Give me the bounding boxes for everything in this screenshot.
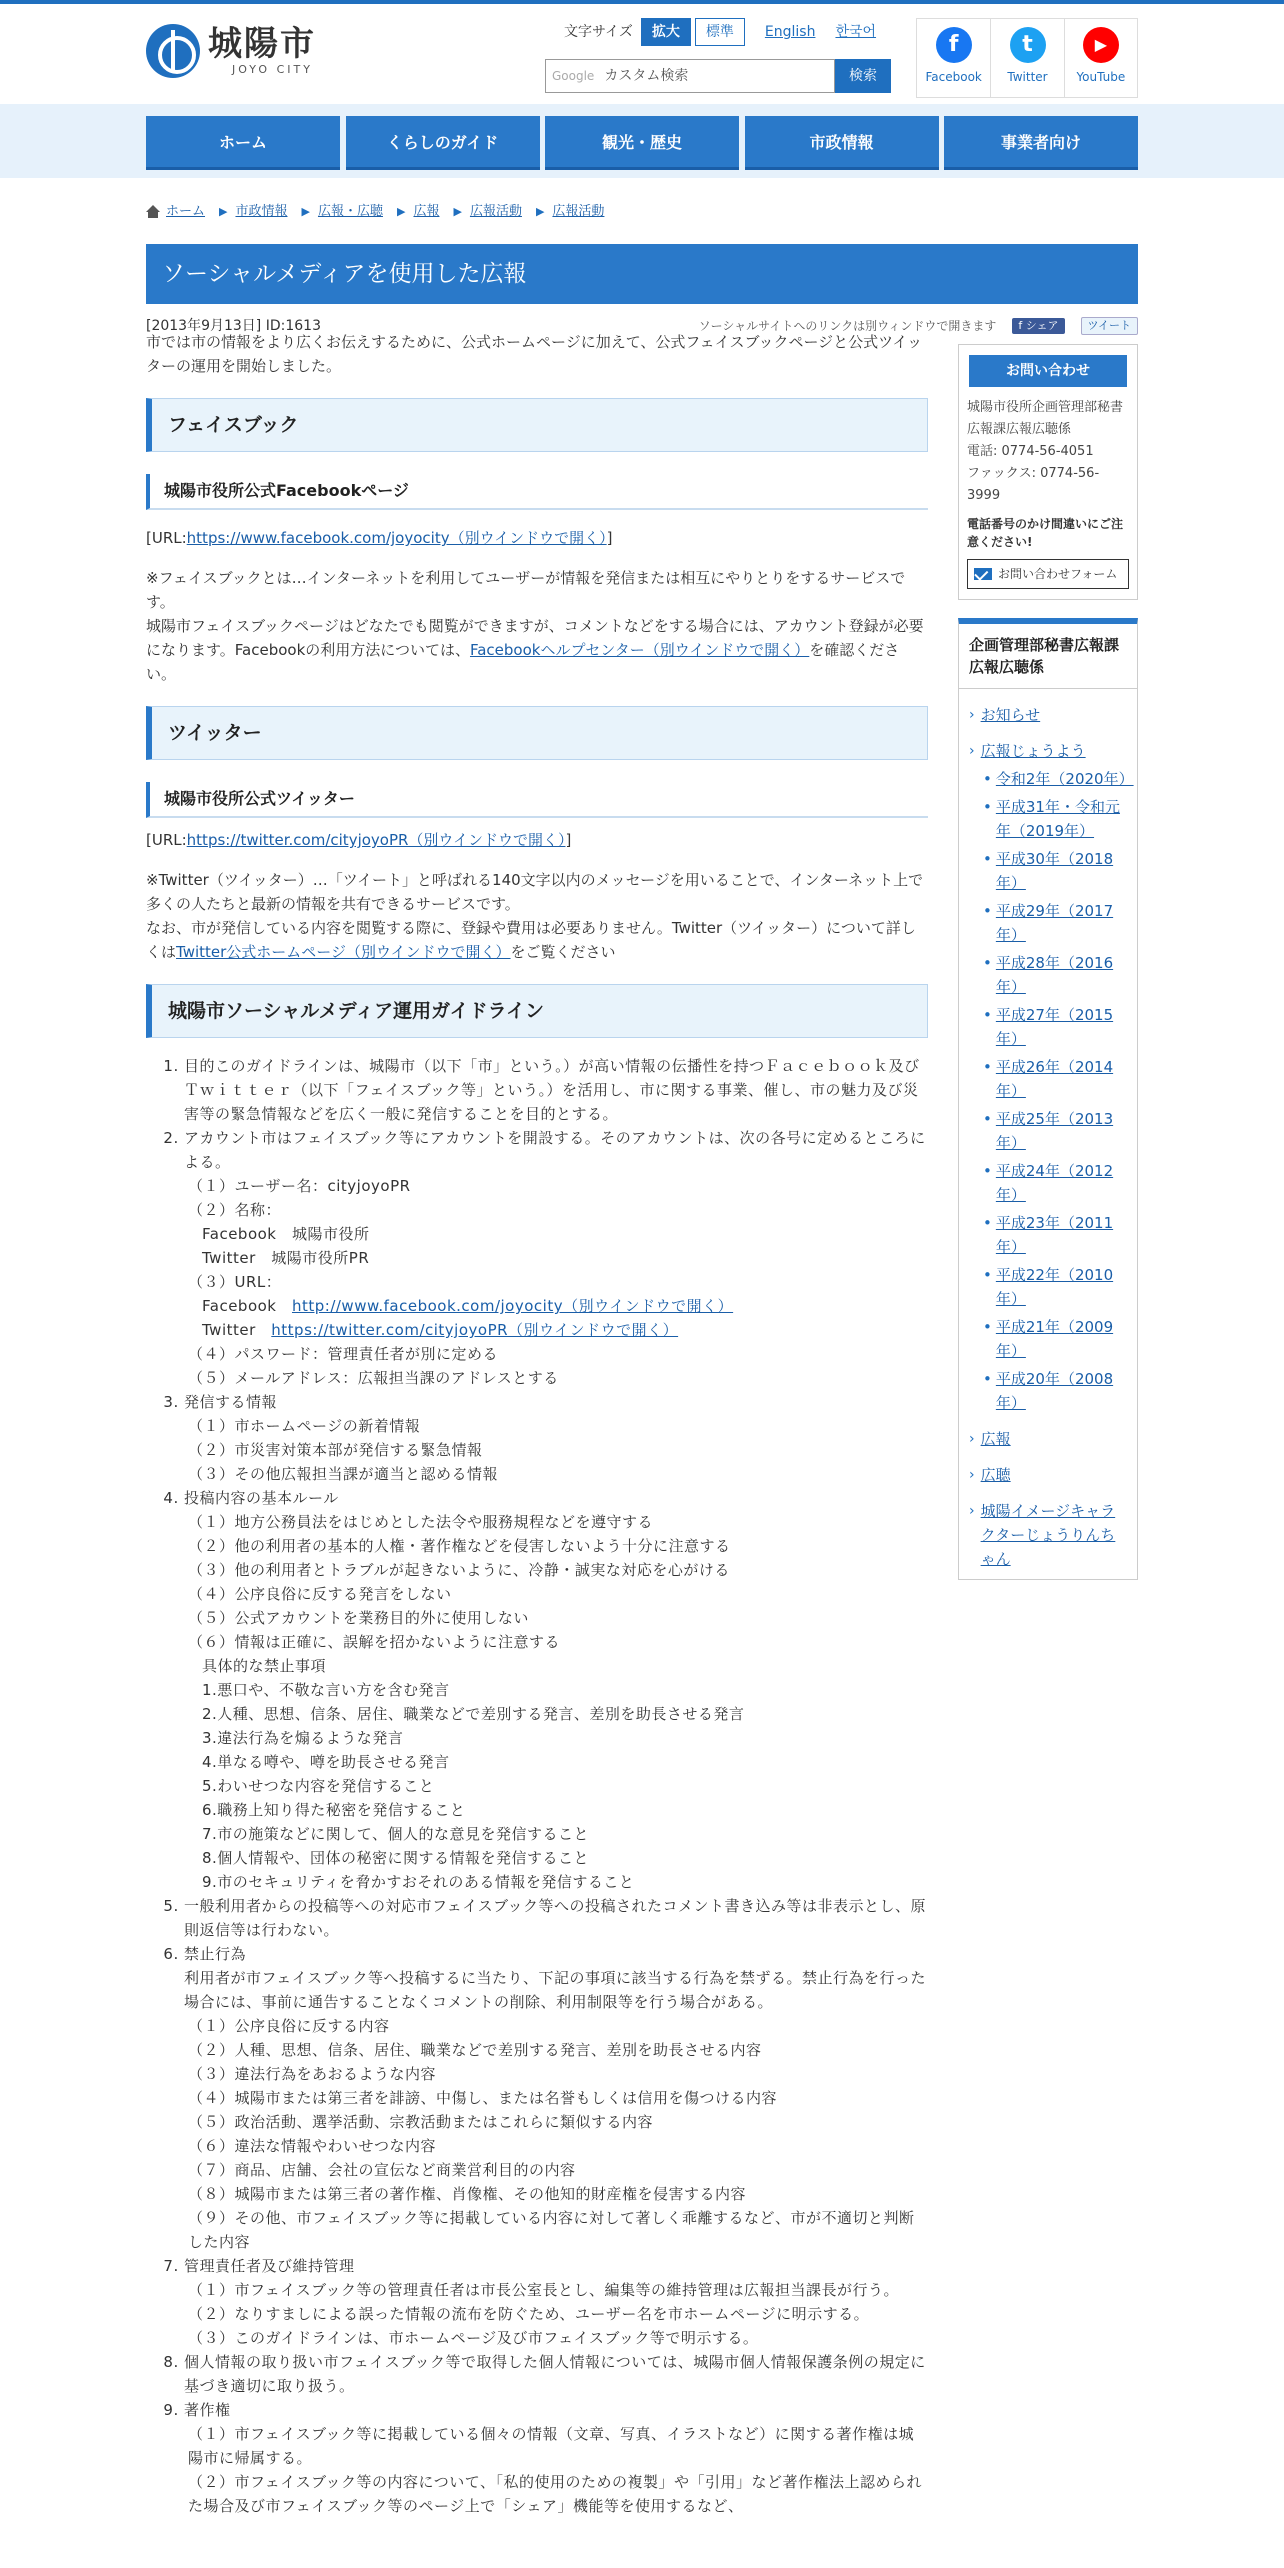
guideline-sub: （２）市フェイスブック等の内容について、「私的使用のための複製」や「引用」など著作権法上認められた場合及び市フェイスブック等のページ上で「シェア」機能等を使用するなど、 [188, 2473, 922, 2515]
sns-twitter-link[interactable] [990, 19, 1063, 97]
twitter-subheading: 城陽市役所公式ツイッター [146, 782, 928, 818]
contact-heading: お問い合わせ [969, 355, 1127, 387]
year-link-label[interactable]: 平成29年（2017年） [995, 902, 1114, 944]
chevron-right-icon: › [969, 1503, 975, 1519]
twitter-heading: ツイッター [146, 706, 928, 760]
year-link[interactable] [969, 951, 1129, 999]
nav-living-guide[interactable]: くらしのガイド [346, 116, 540, 170]
guideline-sub: （９）その他、市フェイスブック等に掲載している内容に対して著しく乖離するなど、市が不適切と判断した内容 [188, 2209, 915, 2251]
home-icon [146, 205, 160, 219]
guideline-sub: 1.悪口や、不敬な言い方を含む発言 [202, 1681, 450, 1699]
year-link[interactable] [969, 847, 1129, 895]
url-label: Twitter [202, 1321, 272, 1339]
logo-name: 城陽市 [208, 24, 316, 64]
guideline-sub: （６）違法な情報やわいせつな内容 [188, 2137, 437, 2155]
year-link-label[interactable]: 平成22年（2010年） [995, 1266, 1114, 1308]
bullet-icon: • [983, 1162, 992, 1180]
font-size-switcher [564, 18, 876, 46]
external-link-note: ソーシャルサイトへのリンクは別ウィンドウで開きます [698, 319, 997, 333]
twitter-url-link[interactable]: https://twitter.com/cityjoyoPR（別ウインドウで開く） [186, 831, 566, 849]
guideline-facebook-link[interactable]: http://www.facebook.com/joyocity（別ウインドウで開く） [291, 1297, 734, 1315]
contact-form-label: お問い合わせフォーム [998, 567, 1118, 581]
guideline-item-4 [184, 1486, 928, 1894]
search-brand: Google [552, 69, 595, 83]
guideline-sub: 6.職務上知り得た秘密を発信すること [202, 1801, 466, 1819]
guideline-item-1 [184, 1054, 928, 1126]
facebook-desc2 [146, 614, 928, 686]
global-nav-wrap [0, 104, 1284, 178]
guideline-sub: （１）地方公務員法をはじめとした法令や服務規程などを遵守する [188, 1513, 654, 1531]
bullet-icon: • [983, 954, 992, 972]
chevron-right-icon: › [969, 743, 975, 759]
facebook-url [146, 526, 928, 550]
year-link-label[interactable]: 令和2年（2020年） [995, 770, 1134, 788]
guideline-item-8 [184, 2350, 928, 2398]
year-link[interactable] [969, 1367, 1129, 1415]
sidebar [958, 344, 1138, 1580]
breadcrumb-home[interactable]: ホーム [166, 204, 206, 219]
guideline-sub: 5.わいせつな内容を発信すること [202, 1777, 435, 1795]
guideline-item-6 [184, 1942, 928, 2254]
site-logo[interactable] [146, 24, 316, 78]
site-header [0, 4, 1284, 100]
breadcrumb-koho[interactable]: 広報 [413, 204, 440, 219]
guideline-item-text: 2. アカウント市はフェイスブック等にアカウントを開設する。そのアカウントは、次の各号に定めるところによる。 [184, 1129, 926, 1171]
share-label: シェア [1025, 319, 1059, 332]
guideline-sub: （２）人種、思想、信条、居住、職業などで差別する発言、差別を助長させる内容 [188, 2041, 762, 2059]
contact-form-button[interactable] [967, 559, 1129, 589]
guideline-sub: 9.市のセキュリティを脅かすおそれのある情報を発信すること [202, 1873, 635, 1891]
guideline-sub: （４）公序良俗に反する発言をしない [188, 1585, 452, 1603]
chevron-right-icon: › [969, 1431, 975, 1447]
guideline-item-text: 3. 発信する情報 [184, 1393, 278, 1411]
bullet-icon: • [983, 1214, 992, 1232]
guideline-item-text: 4. 投稿内容の基本ルール [184, 1489, 339, 1507]
sns-facebook-label: Facebook [925, 70, 982, 84]
year-link-label[interactable]: 平成24年（2012年） [995, 1162, 1114, 1204]
sns-links [916, 18, 1138, 98]
guideline-sub: （２）なりすましによる誤った情報の流布を防ぐため、ユーザー名を市ホームページに明示する。 [188, 2305, 870, 2323]
guideline-item-text: 目的このガイドラインは、城陽市（以下「市」という。）が高い情報の伝播性を持つＦａｃｅｂｏｏｋ及びＴｗｉｔｔｅｒ（以下「フェイスブック等」という。）を活用し、市に関する事業、催し、市の魅力及び災害等の緊急情報などを広く一般に発信することを目的とする。 [184, 1057, 920, 1123]
guideline-sub: 8.個人情報や、団体の秘密に関する情報を発信すること [202, 1849, 590, 1867]
city-emblem-icon [146, 24, 200, 78]
contact-tel: 電話: 0774-56-4051 [967, 444, 1094, 459]
guideline-item-text: 9. 著作権 [184, 2401, 231, 2419]
guideline-sub: （５）公式アカウントを業務目的外に使用しない [188, 1609, 529, 1627]
chevron-right-icon: › [969, 1467, 975, 1483]
page-title: ソーシャルメディアを使用した広報 [146, 244, 1138, 304]
dept-link-label[interactable]: 城陽イメージキャラクターじょうりんちゃん [980, 1502, 1116, 1568]
guideline-sub: （３）このガイドラインは、市ホームページ及び市フェイスブック等で明示する。 [188, 2329, 759, 2347]
contact-warning: 電話番号のかけ間違いにご注意ください! [967, 517, 1124, 549]
guideline-twitter-link[interactable]: https://twitter.com/cityjoyoPR（別ウインドウで開く） [271, 1321, 679, 1339]
url-prefix: [URL: [146, 529, 187, 547]
twitter-desc2 [146, 916, 928, 964]
facebook-icon: f [936, 27, 972, 63]
sns-youtube-label: YouTube [1076, 70, 1126, 84]
contact-fax: ファックス: 0774-56-3999 [967, 466, 1100, 503]
nav-home[interactable]: ホーム [146, 116, 340, 170]
guideline-sub: 2.人種、思想、信条、居住、職業などで差別する発言、差別を助長させる発言 [202, 1705, 745, 1723]
guideline-sub: （１）公序良俗に反する内容 [188, 2017, 390, 2035]
dept-link-notice[interactable] [969, 703, 1129, 727]
year-link-label[interactable]: 平成31年・令和元年（2019年） [995, 798, 1120, 840]
twitter-desc2-text: なお、市が発信している内容を閲覧する際に、登録や費用は必要ありません。Twitter（ツイッター）について詳しくは [146, 919, 916, 961]
guideline-sub: （７）商品、店舗、会社の宣伝など商業営利目的の内容 [188, 2161, 576, 2179]
guideline-sub: （１）市フェイスブック等に掲載している個々の情報（文章、写真、イラストなど）に関する著作権は城陽市に帰属する。 [188, 2425, 915, 2467]
dept-link-mascot[interactable] [969, 1499, 1129, 1571]
dept-menu [958, 618, 1138, 1580]
url-prefix: [URL: [146, 831, 187, 849]
year-link-label[interactable]: 平成23年（2011年） [995, 1214, 1114, 1256]
year-link[interactable] [969, 1263, 1129, 1311]
bullet-icon: • [983, 1058, 992, 1076]
guideline-item-7 [184, 2254, 928, 2350]
guideline-sub: （３）その他広報担当課が適当と認める情報 [188, 1465, 499, 1483]
tweet-label: ツイート [1087, 319, 1131, 332]
guideline-sub: （２）他の利用者の基本的人権・著作権などを侵害しないよう十分に注意する [188, 1537, 731, 1555]
breadcrumb-arrow-icon: ▶ [301, 205, 310, 218]
dept-link-koho[interactable] [969, 1427, 1129, 1451]
year-link[interactable] [969, 1055, 1129, 1103]
facebook-share-button[interactable]: f シェア [1012, 318, 1064, 334]
font-size-large-button[interactable]: 拡大 [641, 18, 691, 46]
sns-facebook-link[interactable] [917, 19, 990, 97]
contact-box [958, 344, 1138, 600]
main-content [146, 330, 928, 2518]
guideline-sub: 具体的な禁止事項 [202, 1657, 327, 1675]
guideline-list [146, 1054, 928, 2518]
logo-sub: JOYO CITY [232, 63, 313, 76]
breadcrumb-pr-activity[interactable]: 広報活動 [469, 204, 522, 219]
guideline-item-text: 7. 管理責任者及び維持管理 [184, 2257, 355, 2275]
guideline-sub: 利用者が市フェイスブック等へ投稿するに当たり、下記の事項に該当する行為を禁ずる。禁止行為を行った場合には、事前に通告することなくコメントの削除、利用制限等を行う場合がある。 [184, 1969, 927, 2011]
dept-menu-list [959, 689, 1137, 1579]
year-link[interactable] [969, 1003, 1129, 1051]
sns-twitter-label: Twitter [1007, 70, 1048, 84]
facebook-url-link[interactable]: https://www.facebook.com/joyocity（別ウインドウで開く） [186, 529, 607, 547]
guideline-sub: （３）違法行為をあおるような内容 [188, 2065, 437, 2083]
dept-menu-heading: 企画管理部秘書広報課広報広聴係 [959, 624, 1137, 689]
guideline-sub: （１）ユーザー名：cityjoyoPR [188, 1177, 411, 1195]
search-placeholder: カスタム検索 [604, 68, 689, 84]
guideline-sub: 3.違法行為を煽るような発言 [202, 1729, 404, 1747]
twitter-desc1: ※Twitter（ツイッター）…「ツイート」と呼ばれる140文字以内のメッセージを用いることで、インターネット上で多くの人たちと最新の情報を共有できるサービスです。 [146, 871, 924, 913]
global-nav [146, 116, 1138, 170]
dept-link-label[interactable]: お知らせ [980, 706, 1041, 724]
search-button[interactable]: 検索 [835, 59, 891, 93]
facebook-desc1: ※フェイスブックとは…インターネットを利用してユーザーが情報を発信または相互にやりとりをするサービスです。 [146, 569, 906, 611]
nav-city-info[interactable]: 市政情報 [745, 116, 939, 170]
year-link-label[interactable]: 平成21年（2009年） [995, 1318, 1114, 1360]
sns-youtube-link[interactable] [1064, 19, 1137, 97]
dept-link-koho-joyo[interactable] [969, 739, 1129, 763]
facebook-heading: フェイスブック [146, 398, 928, 452]
guideline-sub: （２）市災害対策本部が発信する緊急情報 [188, 1441, 483, 1459]
bullet-icon: • [983, 850, 992, 868]
youtube-icon: ▶ [1083, 27, 1119, 63]
bullet-icon: • [983, 798, 992, 816]
lang-english-link[interactable]: English [764, 24, 816, 40]
guideline-sub: （１）市ホームページの新着情報 [188, 1417, 421, 1435]
url-label: Facebook [202, 1297, 292, 1315]
intro-text: 市では市の情報をより広くお伝えするために、公式ホームページに加えて、公式フェイスブックページと公式ツイッターの運用を開始しました。 [146, 333, 923, 375]
guideline-sub: 7.市の施策などに関して、個人的な意見を発信すること [202, 1825, 590, 1843]
dept-link-label[interactable]: 広報じょうよう [980, 742, 1086, 760]
dept-link-label[interactable]: 広報 [980, 1430, 1011, 1448]
guideline-item-text: 個人情報の取り扱い市フェイスブック等で取得した個人情報については、城陽市個人情報保護条例の規定に基づき適切に取り扱う。 [184, 2353, 926, 2395]
guideline-sub: （３）URL： [188, 1273, 282, 1291]
font-size-label: 文字サイズ [564, 24, 633, 40]
contact-dept: 城陽市役所企画管理部秘書広報課広報広聴係 [967, 400, 1124, 437]
bullet-icon: • [983, 1318, 992, 1336]
year-link-label[interactable]: 平成20年（2008年） [995, 1370, 1114, 1412]
bullet-icon: • [983, 770, 992, 788]
guideline-sub [184, 1294, 928, 1318]
bullet-icon: • [983, 1110, 992, 1128]
facebook-desc2-text: 城陽市フェイスブックページはどなたでも閲覧ができますが、コメントなどをする場合には、アカウント登録が必要になります。Facebookの利用方法については、 [146, 617, 924, 659]
guideline-sub: （４）城陽市または第三者を誹謗、中傷し、または名誉もしくは信用を傷つける内容 [188, 2089, 778, 2107]
site-search [545, 59, 891, 93]
nav-business[interactable]: 事業者向け [944, 116, 1138, 170]
page-date-id: [2013年9月13日] ID:1613 [146, 318, 321, 334]
guideline-sub: （６）情報は正確に、誤解を招かないように注意する [188, 1633, 561, 1651]
guideline-sub: Twitter 城陽市役所PR [202, 1249, 370, 1267]
year-link-label[interactable]: 平成27年（2015年） [995, 1006, 1114, 1048]
bullet-icon: • [983, 902, 992, 920]
year-link[interactable] [969, 1107, 1129, 1155]
twitter-icon: t [1010, 27, 1046, 63]
year-link-label[interactable]: 平成26年（2014年） [995, 1058, 1114, 1100]
url-suffix: ] [565, 831, 572, 849]
search-input[interactable] [545, 59, 835, 93]
breadcrumb-arrow-icon: ▶ [219, 205, 228, 218]
breadcrumb [146, 200, 1284, 224]
year-link-label[interactable]: 平成30年（2018年） [995, 850, 1114, 892]
twitter-url [146, 828, 928, 852]
guideline-sub: （５）メールアドレス：広報担当課のアドレスとする [188, 1369, 559, 1387]
breadcrumb-pr-activity-current[interactable]: 広報活動 [552, 204, 605, 219]
guideline-sub: （３）他の利用者とトラブルが起きないように、冷静・誠実な対応を心がける [188, 1561, 730, 1579]
facebook-subheading: 城陽市役所公式Facebookページ [146, 474, 928, 510]
guideline-sub: 4.単なる噂や、噂を助長させる発言 [202, 1753, 450, 1771]
url-suffix: ] [606, 529, 613, 547]
bullet-icon: • [983, 1006, 992, 1024]
guideline-sub [184, 1318, 928, 1342]
tweet-button[interactable] [1081, 317, 1138, 335]
nav-tourism-history[interactable]: 観光・歴史 [545, 116, 739, 170]
guideline-sub: （１）市フェイスブック等の管理責任者は市長公室長とし、編集等の維持管理は広報担当課長が行う。 [188, 2281, 900, 2299]
guideline-sub: （８）城陽市または第三者の著作権、肖像権、その他知的財産権を侵害する内容 [188, 2185, 747, 2203]
twitter-help-link[interactable]: Twitter公式ホームページ（別ウインドウで開く） [176, 943, 511, 961]
year-link-label[interactable]: 平成25年（2013年） [995, 1110, 1114, 1152]
year-link[interactable] [969, 767, 1134, 791]
year-link[interactable] [969, 899, 1129, 947]
guideline-heading: 城陽市ソーシャルメディア運用ガイドライン [146, 984, 928, 1038]
breadcrumb-arrow-icon: ▶ [453, 205, 462, 218]
chevron-right-icon: › [969, 707, 975, 723]
mail-icon [974, 568, 992, 580]
guideline-sub: （４）パスワード：管理責任者が別に定める [188, 1345, 499, 1363]
year-link[interactable] [969, 1211, 1129, 1259]
bullet-icon: • [983, 1370, 992, 1388]
guideline-item-2 [184, 1126, 928, 1390]
year-link-label[interactable]: 平成28年（2016年） [995, 954, 1114, 996]
guideline-item-5 [184, 1894, 928, 1942]
breadcrumb-arrow-icon: ▶ [396, 205, 406, 218]
year-link[interactable] [969, 1159, 1129, 1207]
facebook-help-link[interactable]: Facebookヘルプセンター（別ウインドウで開く） [469, 641, 810, 659]
dept-link-label[interactable]: 広聴 [980, 1466, 1011, 1484]
lang-korean-link[interactable]: 한국어 [835, 24, 877, 40]
guideline-item-3 [184, 1390, 928, 1486]
guideline-item-9 [184, 2398, 928, 2518]
breadcrumb-city-info[interactable]: 市政情報 [235, 204, 288, 219]
year-link[interactable] [969, 1315, 1129, 1363]
guideline-item-text: 一般利用者からの投稿等への対応市フェイスブック等への投稿されたコメント書き込み等は非表示とし、原則返信等は行わない。 [184, 1897, 927, 1939]
guideline-sub: （２）名称： [188, 1201, 282, 1219]
guideline-item-text: 6. 禁止行為 [184, 1945, 247, 1963]
guideline-sub: （５）政治活動、選挙活動、宗教活動またはこれらに類似する内容 [188, 2113, 654, 2131]
breadcrumb-arrow-icon: ▶ [535, 205, 545, 218]
facebook-desc3-text: を確認ください。 [146, 641, 900, 683]
twitter-desc3-text: をご覧ください [510, 943, 616, 961]
font-size-normal-button[interactable]: 標準 [695, 18, 745, 46]
breadcrumb-pr[interactable]: 広報・広聴 [317, 204, 383, 219]
dept-link-kocho[interactable] [969, 1463, 1129, 1487]
bullet-icon: • [983, 1266, 992, 1284]
guideline-sub: Facebook 城陽市役所 [202, 1225, 370, 1243]
year-link[interactable] [969, 795, 1129, 843]
